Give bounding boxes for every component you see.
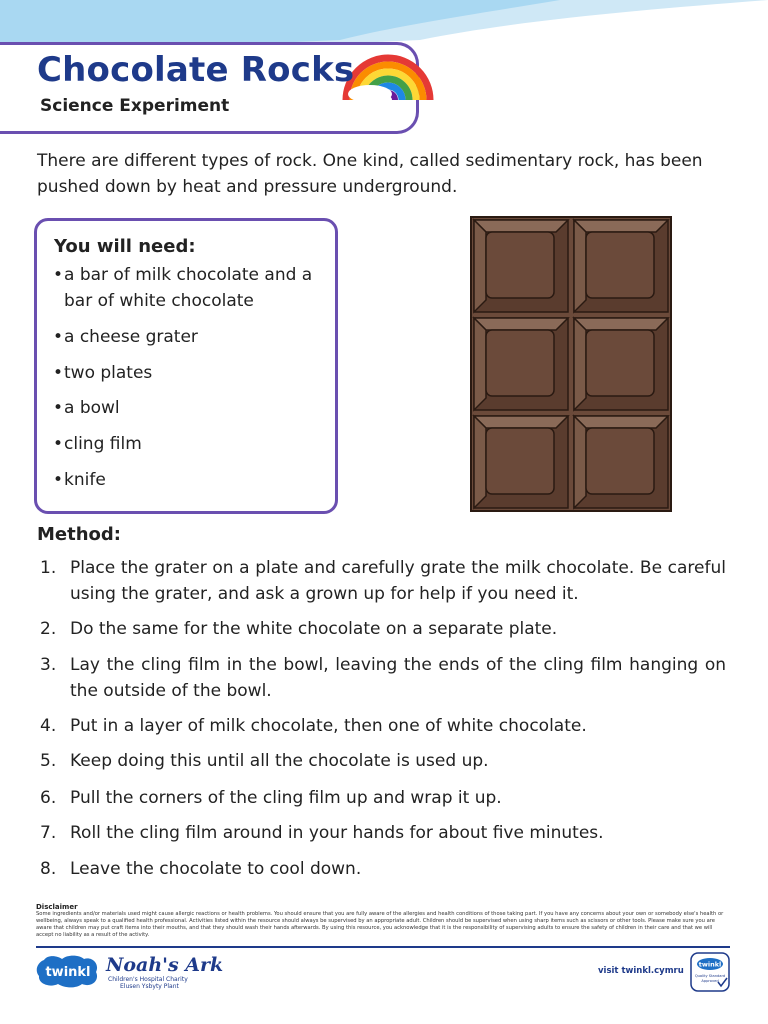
- svg-text:twinkl: twinkl: [698, 960, 722, 969]
- list-item: •cling film: [53, 434, 142, 454]
- list-item: •a bowl: [53, 398, 120, 418]
- list-item: •knife: [53, 470, 106, 490]
- svg-text:Quality Standard: Quality Standard: [694, 974, 726, 978]
- svg-text:Approved: Approved: [701, 979, 719, 983]
- svg-text:twinkl: twinkl: [45, 965, 91, 980]
- charity-line2: Elusen Ysbyty Plant: [120, 983, 179, 990]
- twinkl-logo[interactable]: [36, 954, 100, 988]
- rainbow-icon: [340, 22, 436, 102]
- chocolate-bar-illustration: [470, 216, 672, 512]
- list-item: •two plates: [53, 363, 153, 383]
- you-will-need-title: You will need:: [54, 236, 196, 257]
- charity-line1: Children's Hospital Charity: [108, 976, 188, 983]
- list-item: •a bar of milk chocolate and a bar of white chocolate: [53, 265, 313, 311]
- method-title: Method:: [37, 524, 121, 545]
- disclaimer-title: Disclaimer: [36, 903, 78, 911]
- page-subtitle: Science Experiment: [40, 96, 230, 116]
- intro-paragraph: There are different types of rock. One kind, called sedimentary rock, has been pushed down by heat and pressure underground.: [37, 151, 703, 197]
- quality-standard-badge: [690, 952, 730, 992]
- page-title: Chocolate Rocks: [37, 50, 355, 90]
- visit-link[interactable]: visit twinkl.cymru: [598, 966, 684, 976]
- footer-divider: [36, 946, 730, 948]
- list-item: •a cheese grater: [53, 327, 198, 347]
- charity-name: Noah's Ark: [106, 954, 224, 976]
- disclaimer-text: Some ingredients and/or materials used might cause allergic reactions or health problems. You should ensure that you are fully aware of the allergies and health conditions of those taking part. If you have any concerns about your own or somebody else's health or wellbeing, always speak to a qualified health professional. Activities listed within the resource should always be supervised by an appropriate adult. Children should be supervised when using sharp items such as scissors or other tools. Please make sure you are aware that children may put craft items into their mouths, and that they should wash their hands afterwards. By using this resource, you acknowledge that it is the responsibility of supervising adults to ensure the safety of children in their care and that we will accept no liability as a result of the activity.: [36, 911, 724, 938]
- noahs-ark-logo: [106, 954, 224, 990]
